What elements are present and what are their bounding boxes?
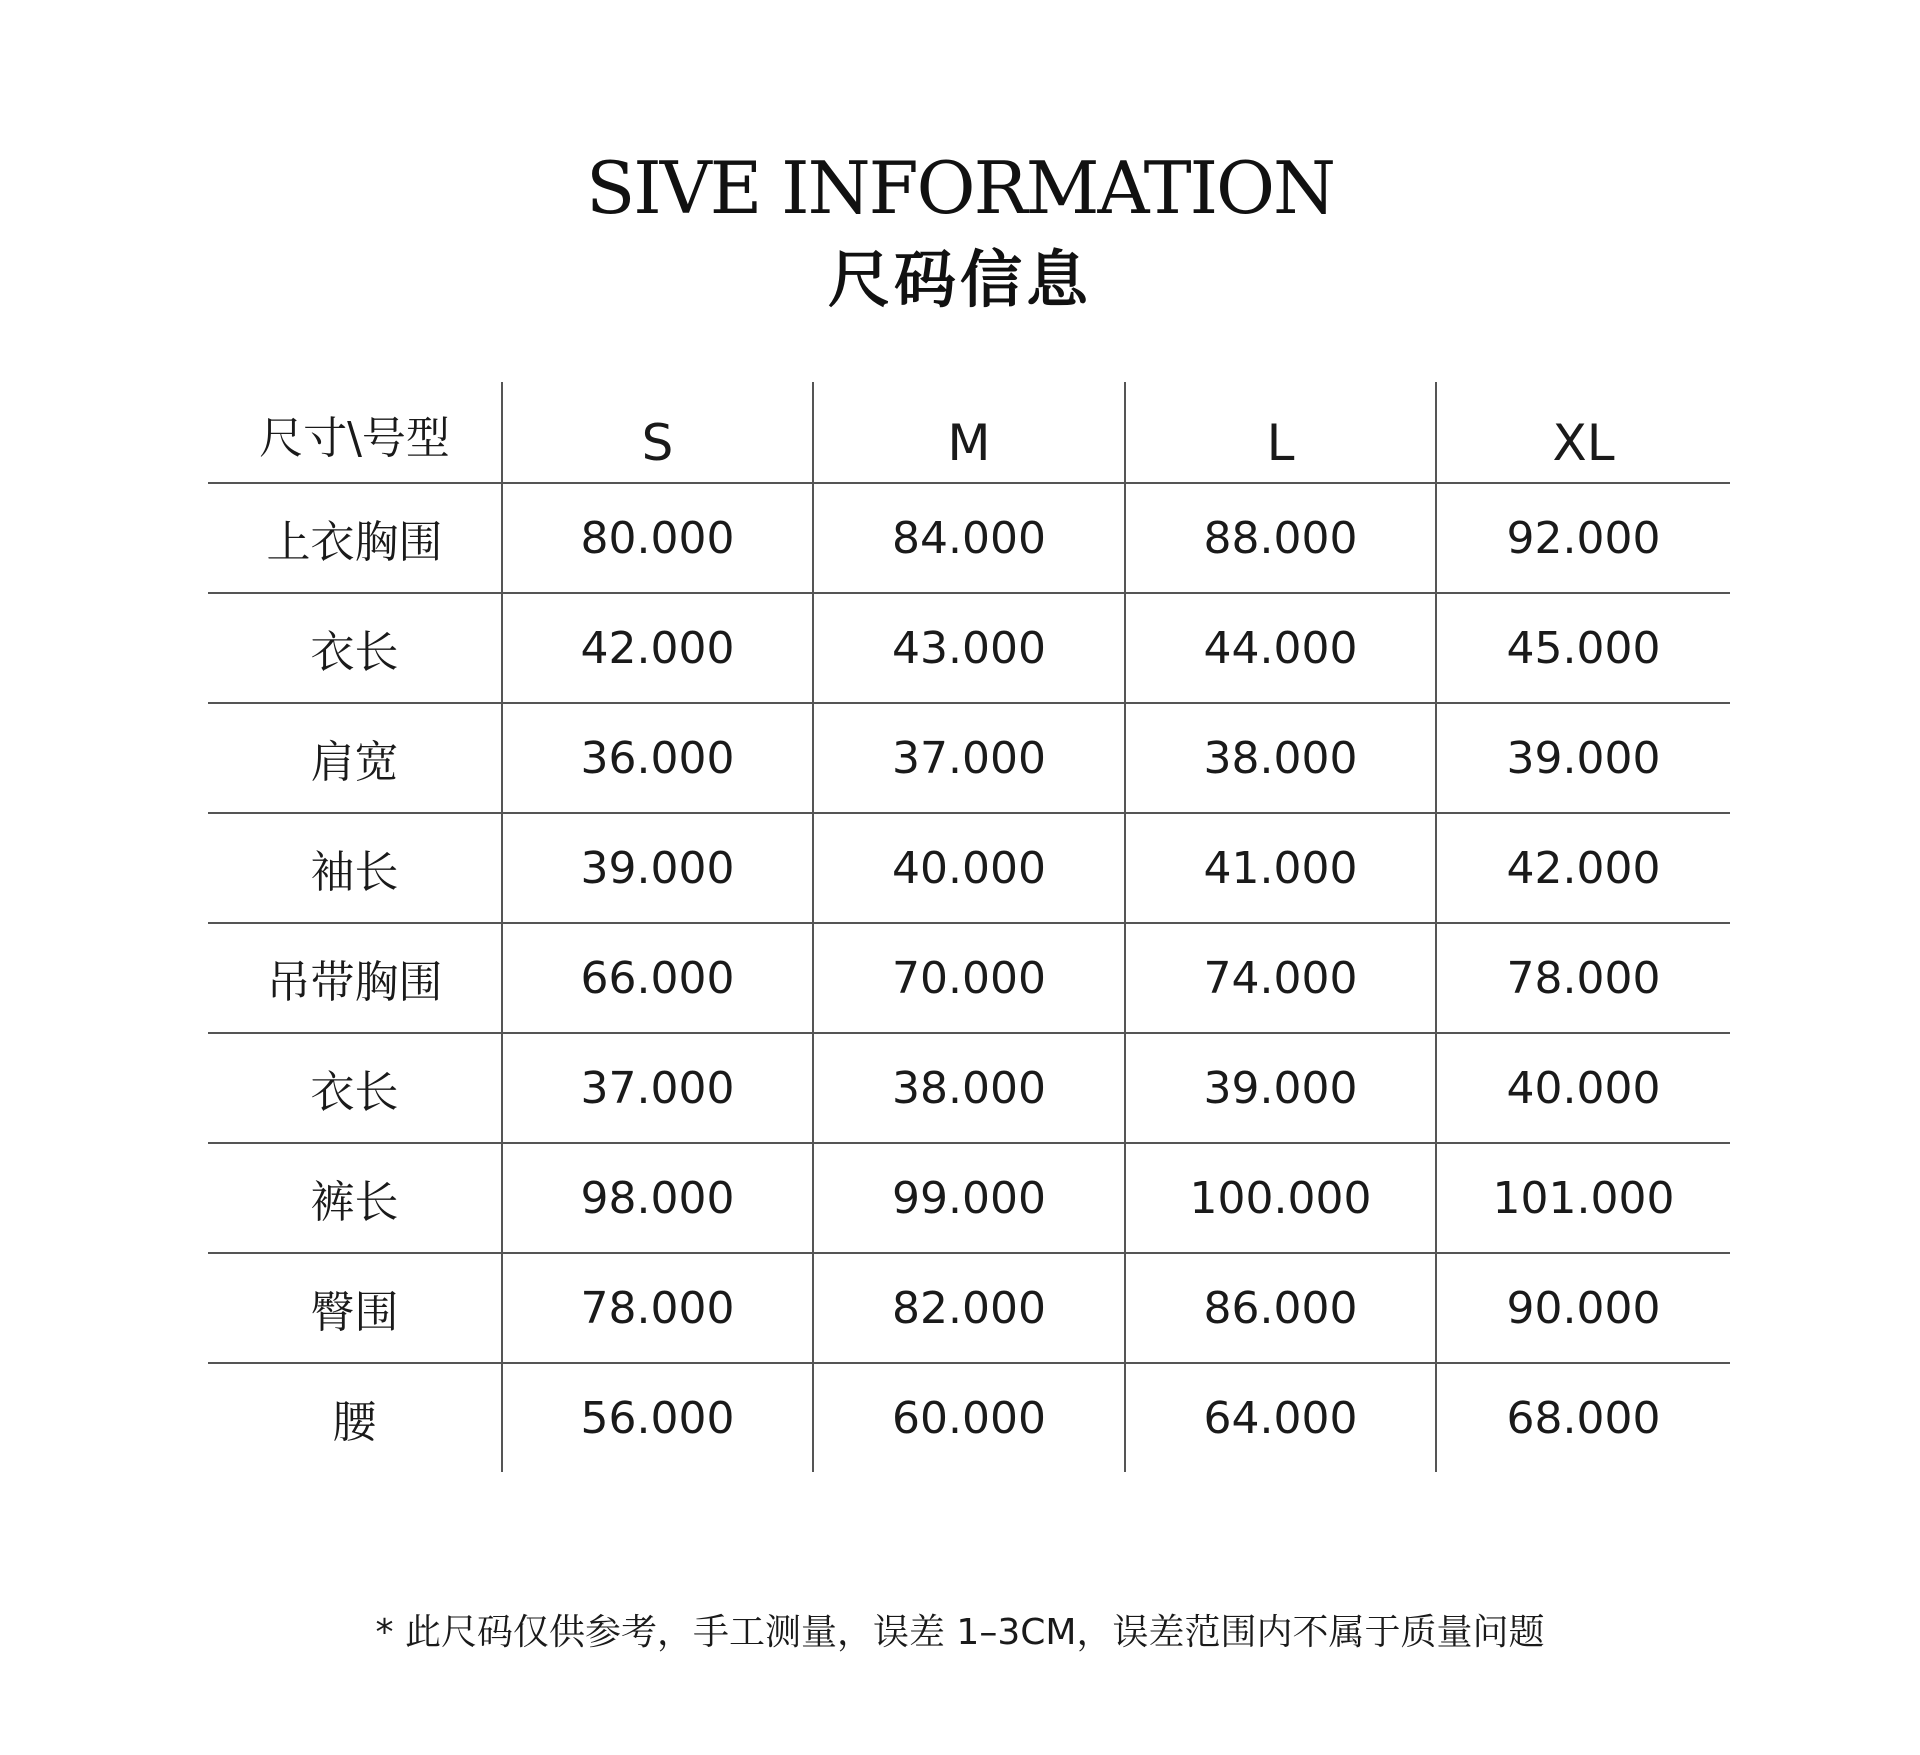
table-cell: 40.000 <box>813 813 1125 923</box>
table-cell: 80.000 <box>502 483 813 593</box>
table-row <box>208 483 1730 593</box>
table-cell: 78.000 <box>1436 923 1730 1033</box>
size-header-l: L <box>1125 382 1436 483</box>
corner-header: 尺寸\号型 <box>208 382 502 483</box>
table-cell: 70.000 <box>813 923 1125 1033</box>
page-title: SIVE INFORMATION <box>585 146 1335 230</box>
table-cell: 60.000 <box>813 1363 1125 1472</box>
row-label: 袖长 <box>208 813 502 923</box>
size-chart-table <box>208 382 1730 1472</box>
table-row <box>208 1033 1730 1143</box>
table-row <box>208 1363 1730 1472</box>
table-cell: 37.000 <box>502 1033 813 1143</box>
table-cell: 86.000 <box>1125 1253 1436 1363</box>
table-cell: 98.000 <box>502 1143 813 1253</box>
table-cell: 68.000 <box>1436 1363 1730 1472</box>
table-cell: 38.000 <box>813 1033 1125 1143</box>
page-subtitle: 尺码信息 <box>827 243 1092 316</box>
table-row <box>208 923 1730 1033</box>
table-row <box>208 1253 1730 1363</box>
table-cell: 82.000 <box>813 1253 1125 1363</box>
table-cell: 92.000 <box>1436 483 1730 593</box>
table-cell: 39.000 <box>502 813 813 923</box>
table-cell: 44.000 <box>1125 593 1436 703</box>
disclaimer-note: * 此尺码仅供参考，手工测量，误差 1–3CM，误差范围内不属于质量问题 <box>375 1612 1545 1653</box>
table-cell: 56.000 <box>502 1363 813 1472</box>
table-cell: 66.000 <box>502 923 813 1033</box>
size-header-m: M <box>813 382 1125 483</box>
size-header-xl: XL <box>1436 382 1730 483</box>
table-cell: 39.000 <box>1436 703 1730 813</box>
table-row <box>208 703 1730 813</box>
table-cell: 90.000 <box>1436 1253 1730 1363</box>
table-cell: 40.000 <box>1436 1033 1730 1143</box>
table-cell: 99.000 <box>813 1143 1125 1253</box>
table-cell: 78.000 <box>502 1253 813 1363</box>
table-row <box>208 1143 1730 1253</box>
size-header-s: S <box>502 382 813 483</box>
row-label: 裤长 <box>208 1143 502 1253</box>
row-label: 衣长 <box>208 1033 502 1143</box>
table-cell: 38.000 <box>1125 703 1436 813</box>
table-cell: 37.000 <box>813 703 1125 813</box>
table-cell: 36.000 <box>502 703 813 813</box>
table-cell: 74.000 <box>1125 923 1436 1033</box>
table-cell: 84.000 <box>813 483 1125 593</box>
row-label: 臀围 <box>208 1253 502 1363</box>
table-row <box>208 593 1730 703</box>
row-label: 上衣胸围 <box>208 483 502 593</box>
table-row <box>208 813 1730 923</box>
table-cell: 39.000 <box>1125 1033 1436 1143</box>
table-cell: 43.000 <box>813 593 1125 703</box>
row-label: 吊带胸围 <box>208 923 502 1033</box>
table-cell: 64.000 <box>1125 1363 1436 1472</box>
row-label: 肩宽 <box>208 703 502 813</box>
row-label: 腰 <box>332 1397 377 1448</box>
table-header-row <box>208 382 1730 483</box>
row-label: 衣长 <box>208 593 502 703</box>
table-cell: 100.000 <box>1125 1143 1436 1253</box>
table-cell: 42.000 <box>502 593 813 703</box>
table-cell: 45.000 <box>1436 593 1730 703</box>
table-cell: 42.000 <box>1436 813 1730 923</box>
table-cell: 101.000 <box>1436 1143 1730 1253</box>
table-cell: 41.000 <box>1125 813 1436 923</box>
table-cell: 88.000 <box>1125 483 1436 593</box>
